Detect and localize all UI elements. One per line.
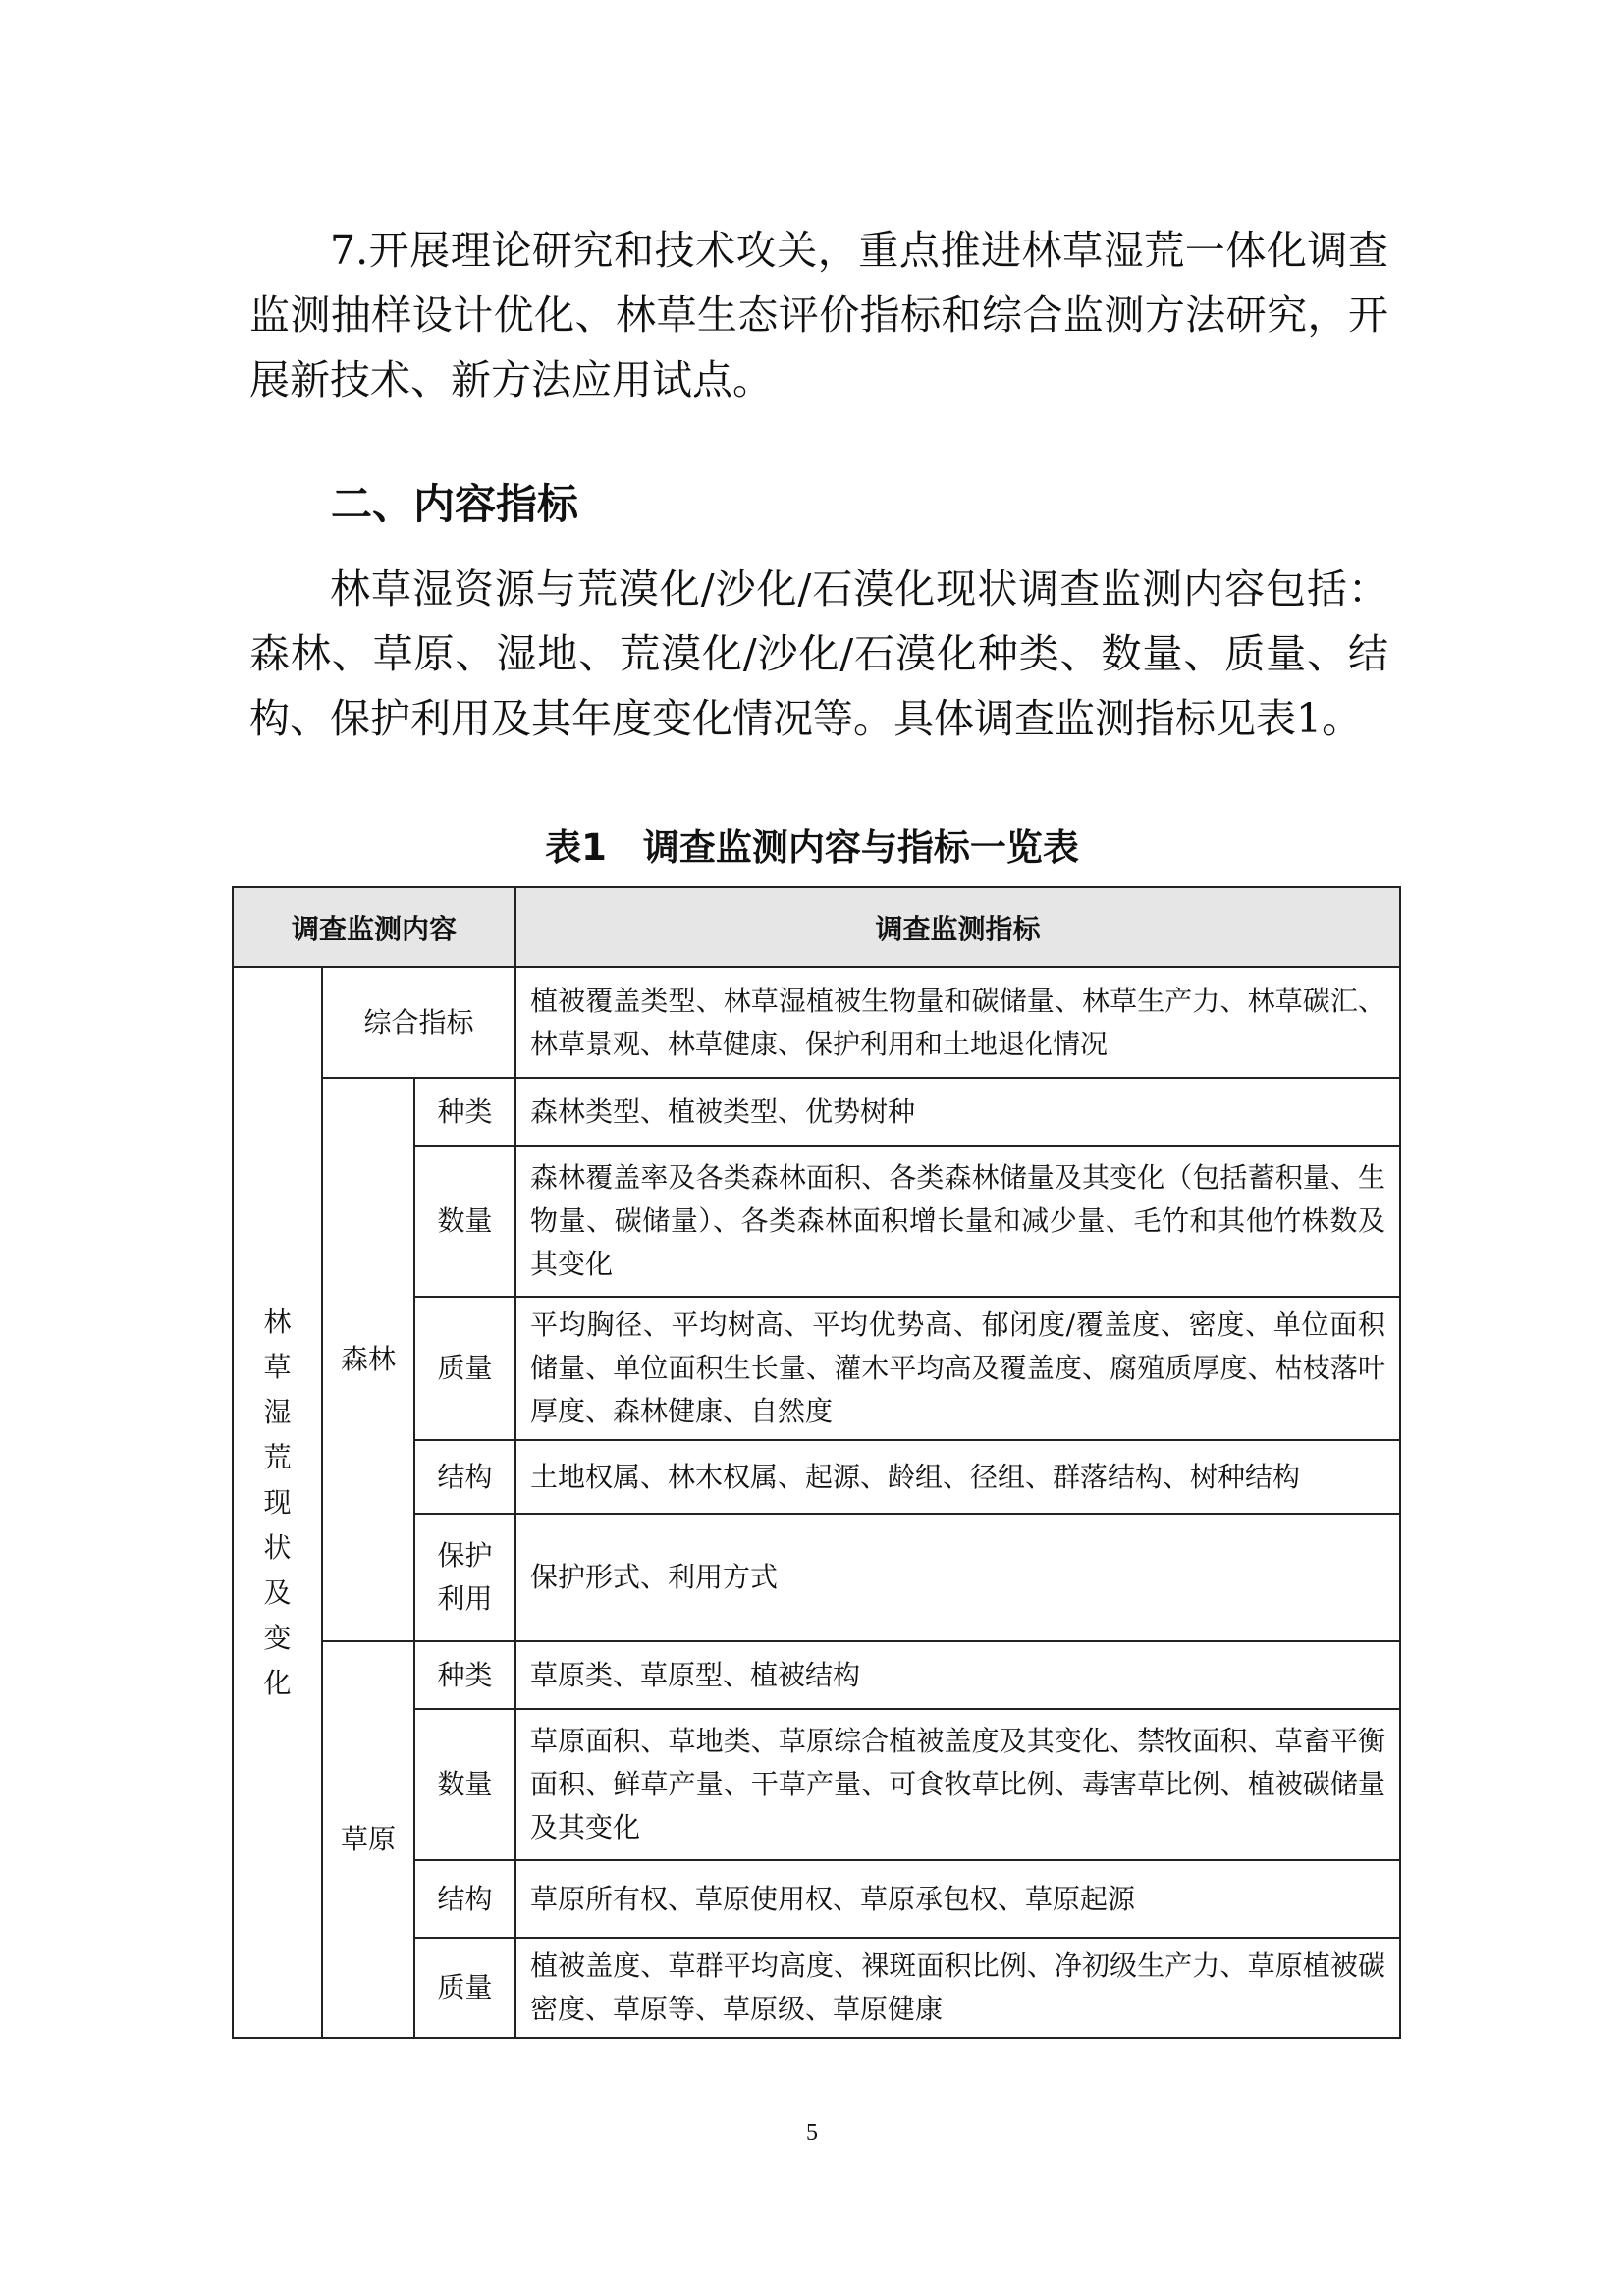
sub-label: 种类 — [414, 1641, 515, 1709]
table-header-row — [233, 887, 1400, 967]
page-number: 5 — [806, 2120, 818, 2146]
indicator-text: 森林类型、植被类型、优势树种 — [515, 1078, 1400, 1146]
sub-label: 质量 — [414, 1938, 515, 2038]
sub-label: 保护利用 — [437, 1539, 493, 1615]
sub-label: 数量 — [414, 1709, 515, 1860]
indicator-table — [232, 886, 1401, 2039]
table-caption: 表1 调查监测内容与指标一览表 — [545, 827, 1079, 869]
paragraph-research: 7.开展理论研究和技术攻关，重点推进林草湿荒一体化调查监测抽样设计优化、林草生态评价指标和综合监测方法研究，开展新技术、新方法应用试点。 — [249, 227, 1388, 403]
sub-label: 种类 — [414, 1078, 515, 1146]
indicator-text: 土地权属、林木权属、起源、龄组、径组、群落结构、树种结构 — [515, 1440, 1400, 1514]
table-row — [233, 1078, 1400, 1146]
table-row — [233, 1641, 1400, 1709]
table-row — [233, 967, 1400, 1078]
category-label: 林草湿荒现状及变化 — [263, 1305, 292, 1699]
indicator-text: 草原类、草原型、植被结构 — [515, 1641, 1400, 1709]
header-indicator: 调查监测指标 — [515, 887, 1400, 967]
indicator-text: 平均胸径、平均树高、平均优势高、郁闭度/覆盖度、密度、单位面积储量、单位面积生长量、灌木平均高及覆盖度、腐殖质厚度、枯枝落叶厚度、森林健康、自然度 — [515, 1297, 1400, 1440]
indicator-text: 保护形式、利用方式 — [515, 1514, 1400, 1641]
category-cell — [233, 967, 322, 2038]
indicator-text: 草原所有权、草原使用权、草原承包权、草原起源 — [515, 1860, 1400, 1938]
sub-label: 数量 — [414, 1146, 515, 1297]
sub-label: 结构 — [414, 1440, 515, 1514]
sub-label-cell — [414, 1514, 515, 1641]
indicator-text: 森林覆盖率及各类森林面积、各类森林储量及其变化（包括蓄积量、生物量、碳储量）、各类森林面积增长量和减少量、毛竹和其他竹株数及其变化 — [515, 1146, 1400, 1297]
group-label: 草原 — [322, 1641, 414, 2038]
indicator-text: 植被盖度、草群平均高度、裸斑面积比例、净初级生产力、草原植被碳密度、草原等、草原级、草原健康 — [515, 1938, 1400, 2038]
header-content: 调查监测内容 — [233, 887, 515, 967]
section-heading: 二、内容指标 — [331, 480, 579, 528]
paragraph-content-scope: 林草湿资源与荒漠化/沙化/石漠化现状调查监测内容包括：森林、草原、湿地、荒漠化/沙化/石漠化种类、数量、质量、结构、保护利用及其年度变化情况等。具体调查监测指标见表1。 — [249, 565, 1388, 742]
indicator-text: 草原面积、草地类、草原综合植被盖度及其变化、禁牧面积、草畜平衡面积、鲜草产量、干草产量、可食牧草比例、毒害草比例、植被碳储量及其变化 — [515, 1709, 1400, 1860]
indicator-text: 植被覆盖类型、林草湿植被生物量和碳储量、林草生产力、林草碳汇、林草景观、林草健康、保护利用和土地退化情况 — [515, 967, 1400, 1078]
sub-label: 质量 — [414, 1297, 515, 1440]
group-label: 综合指标 — [322, 967, 515, 1078]
group-label: 森林 — [322, 1078, 414, 1641]
sub-label: 结构 — [414, 1860, 515, 1938]
